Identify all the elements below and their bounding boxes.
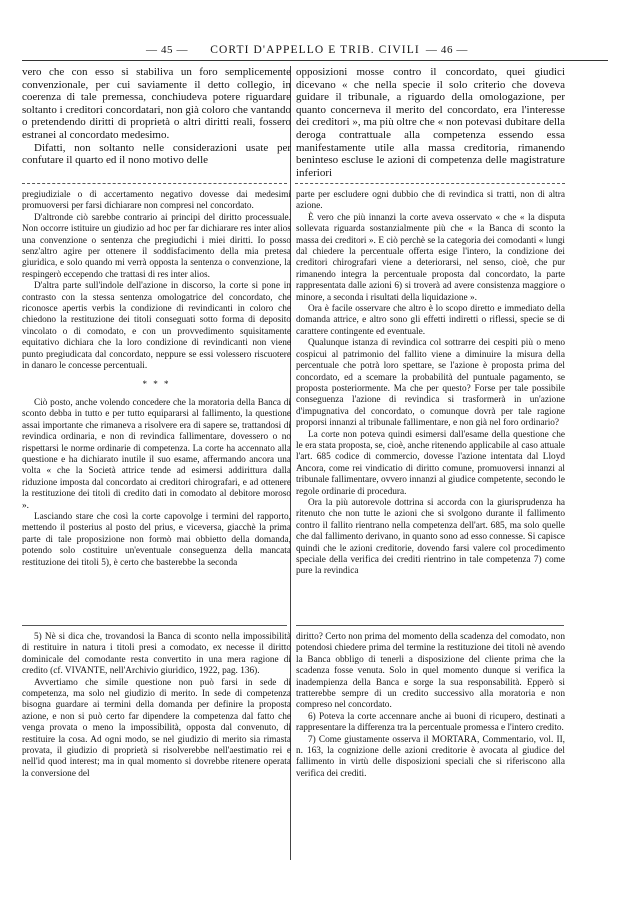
left-footnote-2: Avvertiamo che simile questione non può farsi in sede di competenza, ma solo nel giudizio di merito. In sede di competenza bisogna guardare ai termini della domanda per definire la proposta azione, e non si può certo far dipendere la competenza dal fatto che venga provata o meno la impossibilità, opposta dal convenuto, di restituire la cosa. Ad ogni modo, se nel giudizio di merito sia rimasta provata, il giudizio di proprietà si risolverebbe nell'aestimatio rei e nell'id quod interest; ma in qual momento si dovrebbe ritenere operata la conversione del — [22, 677, 291, 779]
footnote-rule-left — [22, 625, 287, 626]
left-footnotes — [22, 632, 291, 780]
right-paragraph-5: La corte non poteva quindi esimersi dall'esame della questione che le era stata proposta, se, cioè, anche ritenendo applicabile al caso attuale l'art. 685 codice di commercio, dovesse l'azione intentata dal Lloyd Ancora, come rei vindicatio di diritto comune, promuoversi innanzi al tribunale fallimentare, ovvero innanzi al giudice competente, secondo le regole ordinarie di procedura. — [296, 429, 565, 497]
left-top-paragraph: vero che con esso si stabiliva un foro semplicemente convenzionale, per cui saviamente il detto collegio, in coerenza di tale premessa, conchiudeva potere riguardare soltanto i creditori concordatari, non già coloro che vantando o pretendendo diritti di proprietà o altri diritti reali, fossero estranei al concordato medesimo. — [22, 66, 291, 141]
left-column-top — [22, 66, 291, 167]
right-paragraph-1: parte per escludere ogni dubbio che di revindica si tratti, non di altra azione. — [296, 190, 565, 212]
left-paragraph-4: Ciò posto, anche volendo concedere che la moratoria della Banca di sconto debba in tutto e per tutto equipararsi al fallimento, la questione assai importante che rimaneva a risolvere era di sapere se, trattandosi di revindica ordinaria, e non di revindica fallimentare, dovessero o no rispettarsi le norme ordinarie di competenza. La corte ha accennato alla questione e ha dichiarato inutile il suo esame, affermando ancora una volta « che la Società attrice tende ad esimersi addirittura dalla riduzione imposta dal concordato ai creditori chirografari, e ad ottenere la restituzione dei titoli di credito dati in comodato al debitore moroso ». — [22, 397, 291, 511]
page-number-left: — 45 — — [146, 44, 189, 56]
running-title: CORTI D'APPELLO E TRIB. CIVILI — [210, 44, 420, 56]
right-paragraph-6: Ora la più autorevole dottrina si accorda con la giurisprudenza ha ritenuto che non tutte le azioni che si svolgono durante il fallimento contro il fallito rientrano nella competenza dell'art. 685, ma solo quelle che dal fallimento derivano, in quanto sono ad esso connesse. Si capisce quindi che le azioni creditorie, dovendo farsi valere col procedimento speciale della verifica dei crediti rientrino in tale competenza 7) come pure la revindica — [296, 497, 565, 577]
left-footnote-1: 5) Nè si dica che, trovandosi la Banca di sconto nella impossibilità di restituire in natura i titoli presi a comodato, ex necesse il diritto dominicale del comodante resta convertito in una mera ragione di credito (cf. VIVANTE, nell'Archivio giuridico, 1922, pag. 136). — [22, 632, 291, 677]
right-footnote-3: 7) Come giustamente osserva il MORTARA, Commentario, vol. II, n. 163, la cognizione delle azioni creditorie è avocata al giudice del fallimento in virtù delle disposizioni speciali che si riferiscono alla verifica dei crediti. — [296, 734, 565, 779]
left-paragraph-5: Lasciando stare che così la corte capovolge i termini del rapporto, mettendo il posterius al posto del prius, e viceversa, giacchè la prima parte di tale proposizione non formò mai obbietto della domanda, potendo solo costituire un'eventuale conseguenza della mancata restituzione dei titoli 5), è certo che basterebbe la seconda — [22, 511, 291, 568]
header-rule — [22, 60, 608, 61]
left-paragraph-2: D'altronde ciò sarebbe contrario ai principi del diritto processuale. Non occorre istituire un giudizio ad hoc per far dichiarare res inter alios una convenzione o sentenza che pregiudichi i miei diritti. Io posso senz'altro agire per ottenere il soddisfacimento della mia pretesa giuridica, e solo quando mi verrà opposta la sentenza o convenzione, la respingerò eccependo che trattasi di res inter alios. — [22, 212, 291, 280]
running-header — [22, 44, 608, 60]
right-paragraph-4: Qualunque istanza di revindica col sottrarre dei cespiti più o meno cospicui al patrimonio del fallito viene a diminuire la misura della percentuale che potrà loro spettare, se l'azione è proposta prima del concordato, ed a scemare la probabilità del puntuale pagamento, se proposta posteriormente. Ma che per questo? Forse per tale possibile conseguenza l'azione di revindica si trasformerà in un'azione d'impugnativa del concordato, o comunque dovrà per tale ragione proporsi innanzi al tribunale fallimentare, e non già nel foro ordinario? — [296, 338, 565, 429]
right-top-paragraph: opposizioni mosse contro il concordato, quei giudici dicevano « che nella specie il solo criterio che doveva guidare il tribunale, a riguardo della omologazione, per quanto concerneva il merito del concordato, era l'interesse dei creditori », ma più oltre che « non potevasi dubitare della deroga contrattuale alla competenza essendo essa manifestamente utile alla massa creditoria, rimanendo beninteso escluse le azioni di competenza delle magistrature inferiori — [296, 66, 565, 179]
left-column-body — [22, 190, 291, 569]
footnote-rule-right — [296, 625, 564, 626]
right-column-body — [296, 190, 565, 578]
right-paragraph-2: È vero che più innanzi la corte aveva osservato « che « la disputa sollevata riguarda sostanzialmente più che « la Banca di sconto la massa dei creditori ». E ciò perchè se la categoria dei comodanti « lungi dal chiedere la percentuale offerta esige l'intero, la condizione dei creditori chirografari viene a deteriorarsi, nel senso, cioè, che pur rimanendo integra la percentuale proposta dal concordato, la parte rappresentata dalle azioni 6) si troverà ad avere consistenza maggiore o minore, a seconda i risultati della liquidazione ». — [296, 212, 565, 303]
right-paragraph-3: Ora è facile osservare che altro è lo scopo diretto e immediato della domanda attrice, e altro sono gli effetti indiretti o riflessi, specie se di carattere contingente ed eventuale. — [296, 304, 565, 337]
right-footnote-1: diritto? Certo non prima del momento della scadenza del comodato, non potendosi chiedere prima del termine la restituzione dei titoli nè avendo la Banca obbligo di tenerli a disposizione del cliente prima che la scadenza fosse venuta. Solo in quel momento dunque si verifica la inadempienza della Banca e sorge la sua responsabilità. Epperò si tratterebbe sempre di un credito successivo alla moratoria e non compreso nel concordato. — [296, 632, 565, 711]
page-number-right: — 46 — — [425, 44, 468, 56]
right-footnotes — [296, 632, 565, 780]
left-paragraph-3: D'altra parte sull'indole dell'azione in discorso, la corte si pone in contrasto con la stessa sentenza omologatrice del concordato, che riconosce apertis verbis la condizione di revindicanti in coloro che chiedono la restituzione dei titoli conseguati sotto forma di deposito vincolato o di comodato, e con un provvedimento squisitamente equitativo dichiara che la loro condizione di revindicanti non viene punto pregiudicata dal concordato, neppure se essi volessero riscuotere in danaro le concesse percentuali. — [22, 281, 291, 372]
section-stars: * * * — [142, 378, 171, 389]
left-paragraph-1: pregiudiziale o di accertamento negativo dovesse dai medesimi promuoversi per farsi dichiarare non compresi nel concordato. — [22, 190, 291, 212]
section-rule-left — [22, 183, 287, 184]
left-top-paragraph-2: Difatti, non soltanto nelle considerazioni usate per confutare il quarto ed il nono motivo delle — [22, 141, 291, 167]
right-footnote-2: 6) Poteva la corte accennare anche ai buoni di ricupero, destinati a rappresentare la differenza tra la percentuale promessa e l'intero credito. — [296, 711, 565, 734]
right-column-top — [296, 66, 565, 179]
section-rule-right — [295, 183, 565, 184]
